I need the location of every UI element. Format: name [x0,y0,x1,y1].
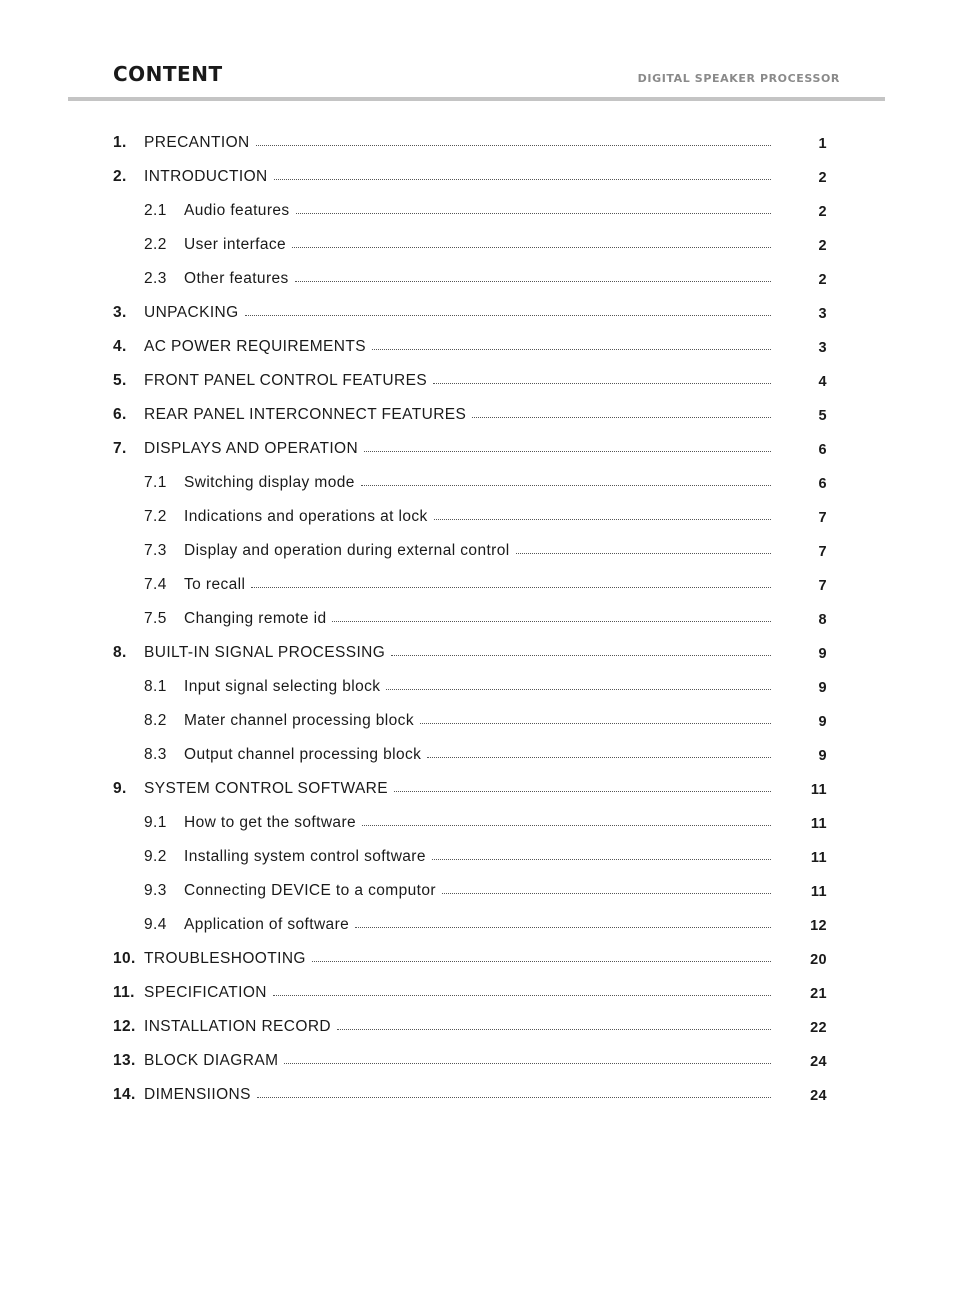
toc-entry-number: 9.3 [144,882,167,899]
toc-entry[interactable] [113,910,827,934]
toc-entry[interactable] [113,978,827,1002]
toc-entry-number: 2.1 [144,202,167,219]
dot-leader [312,960,771,962]
toc-entry-label: AC POWER REQUIREMENTS [144,338,366,355]
toc-entry-label: Installing system control software [184,848,426,865]
toc-entry-page-number: 9 [818,714,827,730]
toc-entry[interactable] [113,1080,827,1104]
dot-leader [337,1028,771,1030]
toc-entry-page-number: 1 [818,136,827,152]
dot-leader [296,212,771,214]
toc-entry-label: UNPACKING [144,304,239,321]
toc-entry-label: BUILT-IN SIGNAL PROCESSING [144,644,386,661]
dot-leader [433,382,771,384]
toc-entry-number: 7.1 [144,474,167,491]
toc-entry-number: 4. [113,338,127,355]
toc-entry[interactable] [113,842,827,866]
toc-entry[interactable] [113,570,827,594]
toc-entry-number: 9.1 [144,814,167,831]
toc-entry[interactable] [113,944,827,968]
dot-leader [332,620,771,622]
dot-leader [442,892,771,894]
toc-entry[interactable] [113,332,827,356]
dot-leader [284,1062,771,1064]
toc-entry-page-number: 24 [810,1054,827,1070]
toc-entry-number: 9.4 [144,916,167,933]
toc-entry-number: 11. [113,984,135,1001]
toc-entry-label: INTRODUCTION [144,168,268,185]
toc-entry-number: 12. [113,1018,136,1035]
toc-entry-number: 7.2 [144,508,167,525]
toc-entry-label: Connecting DEVICE to a computor [184,882,436,899]
toc-entry-label: SYSTEM CONTROL SOFTWARE [144,780,389,797]
toc-entry-page-number: 8 [818,612,827,628]
toc-entry-page-number: 9 [818,680,827,696]
toc-entry-label: Changing remote id [184,610,327,627]
toc-entry-page-number: 7 [818,578,827,594]
toc-entry-number: 8.3 [144,746,167,763]
toc-entry-label: Input signal selecting block [184,678,381,695]
toc-entry-page-number: 7 [818,510,827,526]
toc-entry-page-number: 5 [818,408,827,424]
toc-entry-number: 7. [113,440,127,457]
toc-entry[interactable] [113,876,827,900]
dot-leader [295,280,771,282]
toc-entry-label: Display and operation during external control [184,542,510,559]
toc-entry-number: 9. [113,780,127,797]
dot-leader [273,994,771,996]
dot-leader [364,450,771,452]
toc-entry-page-number: 12 [810,918,827,934]
toc-entry-page-number: 2 [818,170,827,186]
dot-leader [274,178,771,180]
toc-entry-page-number: 9 [818,748,827,764]
toc-entry-page-number: 11 [810,884,827,900]
toc-entry[interactable] [113,400,827,424]
toc-entry-label: Application of software [184,916,350,933]
toc-entry[interactable] [113,434,827,458]
toc-entry-label: Mater channel processing block [184,712,414,729]
toc-entry-page-number: 11 [810,816,827,832]
toc-entry-label: BLOCK DIAGRAM [144,1052,279,1069]
toc-entry-page-number: 3 [818,340,827,356]
toc-entry[interactable] [113,672,827,696]
dot-leader [256,144,771,146]
toc-entry-number: 8.1 [144,678,167,695]
toc-entry[interactable] [113,638,827,662]
toc-entry-number: 1. [113,134,127,151]
toc-entry-number: 9.2 [144,848,167,865]
toc-entry-label: SPECIFICATION [144,984,267,1001]
toc-entry-label: Audio features [184,202,290,219]
dot-leader [245,314,771,316]
dot-leader [355,926,771,928]
toc-entry[interactable] [113,264,827,288]
page-header [0,0,954,102]
page-title: CONTENT [113,62,223,86]
toc-entry[interactable] [113,740,827,764]
toc-entry-page-number: 20 [810,952,827,968]
toc-entry-page-number: 21 [810,986,827,1002]
dot-leader [372,348,771,350]
toc-entry[interactable] [113,230,827,254]
header-divider [68,97,885,101]
toc-entry-label: To recall [184,576,246,593]
toc-entry-label: Other features [184,270,289,287]
toc-entry-number: 10. [113,950,136,967]
dot-leader [394,790,771,792]
toc-entry-number: 2.2 [144,236,167,253]
toc-entry-page-number: 9 [818,646,827,662]
dot-leader [361,484,771,486]
dot-leader [386,688,771,690]
toc-entry-number: 8.2 [144,712,167,729]
toc-entry[interactable] [113,162,827,186]
toc-entry-number: 2.3 [144,270,167,287]
toc-entry-label: User interface [184,236,287,253]
dot-leader [427,756,771,758]
toc-entry-page-number: 2 [818,204,827,220]
toc-entry[interactable] [113,366,827,390]
toc-entry-label: How to get the software [184,814,357,831]
toc-entry[interactable] [113,1046,827,1070]
toc-entry[interactable] [113,706,827,730]
toc-entry-page-number: 6 [818,476,827,492]
toc-entry-number: 7.4 [144,576,167,593]
dot-leader [257,1096,771,1098]
toc-entry-label: FRONT PANEL CONTROL FEATURES [144,372,428,389]
dot-leader [432,858,771,860]
toc-entry[interactable] [113,604,827,628]
toc-entry-page-number: 4 [818,374,827,390]
toc-entry[interactable] [113,808,827,832]
toc-entry-label: INSTALLATION RECORD [144,1018,332,1035]
document-subtitle: DIGITAL SPEAKER PROCESSOR [637,72,840,85]
toc-entry-label: REAR PANEL INTERCONNECT FEATURES [144,406,467,423]
toc-entry-number: 2. [113,168,127,185]
toc-entry-page-number: 7 [818,544,827,560]
toc-entry[interactable] [113,502,827,526]
toc-entry-label: Output channel processing block [184,746,422,763]
toc-entry[interactable] [113,298,827,322]
toc-entry-label: DIMENSIIONS [144,1086,251,1103]
dot-leader [434,518,771,520]
toc-entry-number: 14. [113,1086,136,1103]
toc-entry-label: Switching display mode [184,474,355,491]
toc-entry[interactable] [113,468,827,492]
toc-entry-page-number: 11 [810,782,827,798]
toc-entry-page-number: 2 [818,272,827,288]
toc-entry-page-number: 2 [818,238,827,254]
toc-entry[interactable] [113,196,827,220]
toc-entry[interactable] [113,1012,827,1036]
dot-leader [391,654,771,656]
toc-entry-page-number: 6 [818,442,827,458]
toc-entry-number: 3. [113,304,127,321]
toc-entry-number: 7.3 [144,542,167,559]
toc-entry-label: DISPLAYS AND OPERATION [144,440,359,457]
dot-leader [472,416,771,418]
toc-entry-page-number: 3 [818,306,827,322]
toc-entry-number: 6. [113,406,127,423]
toc-entry-page-number: 22 [810,1020,827,1036]
dot-leader [516,552,771,554]
toc-entry-label: PRECANTION [144,134,250,151]
toc-entry-number: 7.5 [144,610,167,627]
dot-leader [362,824,771,826]
toc-entry-label: Indications and operations at lock [184,508,428,525]
toc-entry[interactable] [113,536,827,560]
toc-entry[interactable] [113,128,827,152]
toc-entry-label: TROUBLESHOOTING [144,950,306,967]
toc-entry-page-number: 11 [810,850,827,866]
dot-leader [292,246,771,248]
toc-entry[interactable] [113,774,827,798]
toc-entry-number: 5. [113,372,127,389]
toc-entry-number: 8. [113,644,127,661]
dot-leader [420,722,771,724]
toc-entry-number: 13. [113,1052,136,1069]
dot-leader [251,586,771,588]
toc-entry-page-number: 24 [810,1088,827,1104]
